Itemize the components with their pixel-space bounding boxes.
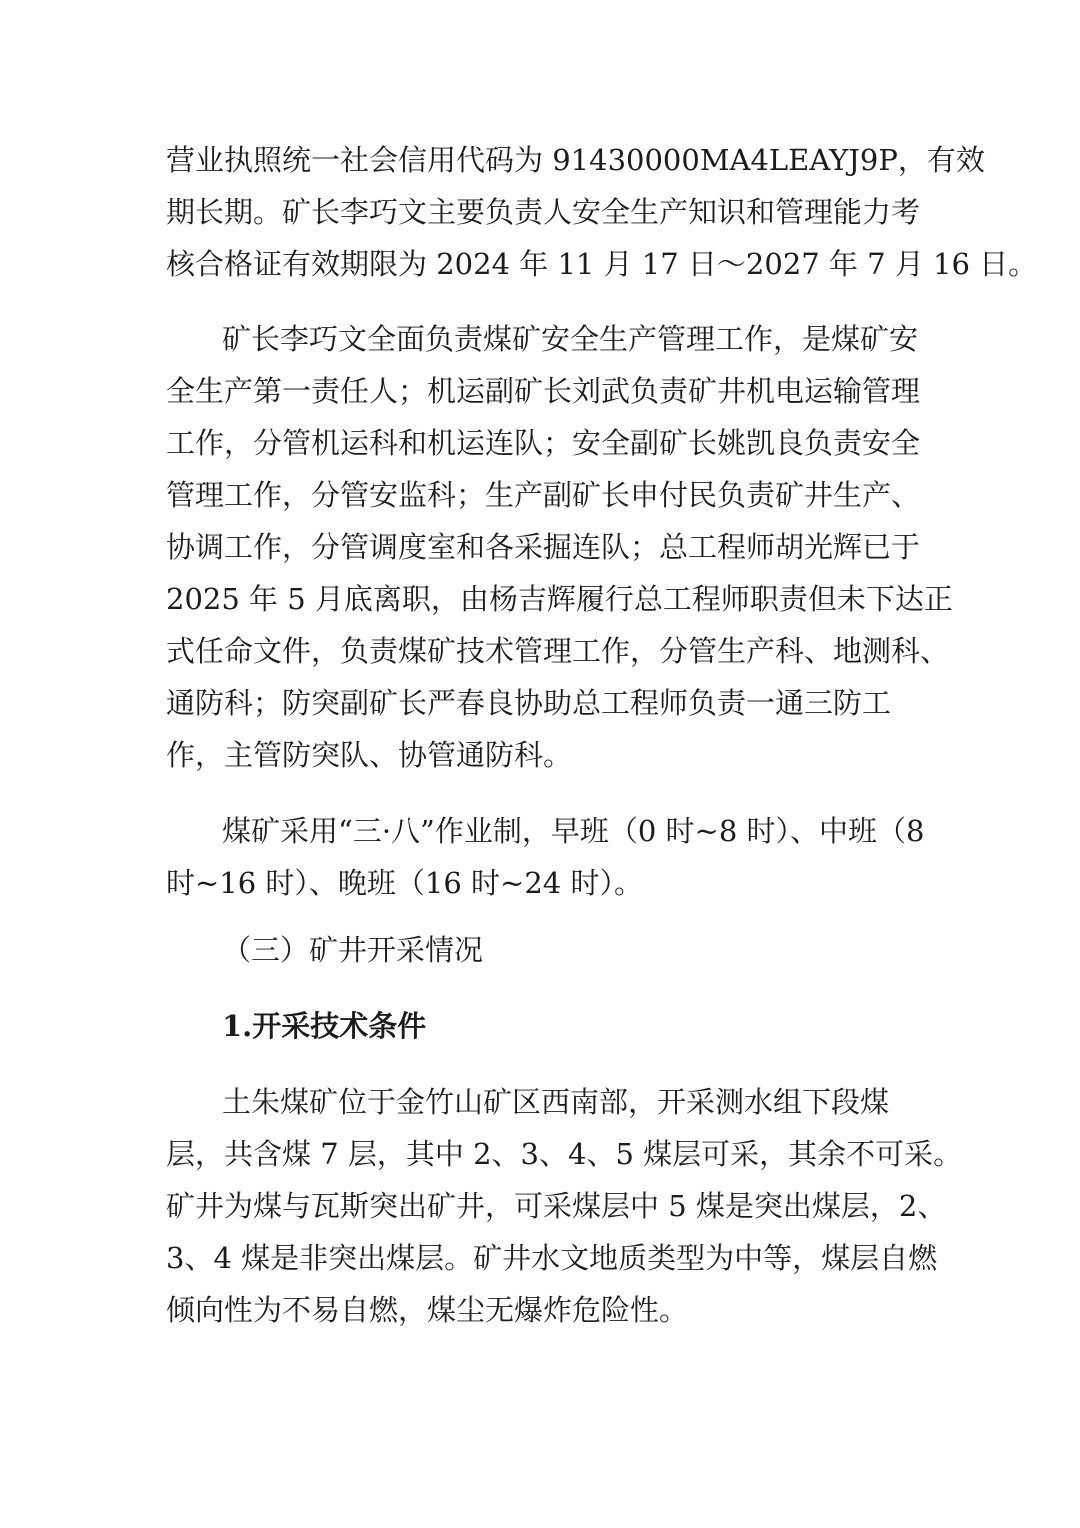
text-line: 3、4 煤是非突出煤层。矿井水文地质类型为中等，煤层自燃 — [166, 1241, 938, 1275]
text-line: 管理工作，分管安监科；生产副矿长申付民负责矿井生产、 — [166, 478, 921, 512]
text-line: 全生产第一责任人；机运副矿长刘武负责矿井机电运输管理 — [166, 374, 921, 408]
text-line: 层，共含煤 7 层，其中 2、3、4、5 煤层可采，其余不可采。 — [166, 1137, 963, 1171]
text-line: 期长期。矿长李巧文主要负责人安全生产知识和管理能力考 — [166, 195, 921, 229]
text-line: 时~16 时）、晚班（16 时~24 时）。 — [166, 866, 643, 900]
text-line: 核合格证有效期限为 2024 年 11 月 17 日～2027 年 7 月 16 日。 — [166, 247, 1038, 281]
text-line: 煤矿采用“三·八”作业制，早班（0 时~8 时）、中班（8 — [222, 814, 925, 848]
text-line: 协调工作，分管调度室和各采掘连队；总工程师胡光辉已于 — [166, 530, 921, 564]
text-line: 倾向性为不易自燃，煤尘无爆炸危险性。 — [166, 1293, 689, 1327]
text-line: 营业执照统一社会信用代码为 91430000MA4LEAYJ9P，有效 — [166, 143, 985, 177]
text-line: 工作，分管机运科和机运连队；安全副矿长姚凯良负责安全 — [166, 426, 921, 460]
text-line: 式任命文件，负责煤矿技术管理工作，分管生产科、地测科、 — [166, 634, 950, 668]
section-heading: （三）矿井开采情况 — [222, 933, 484, 967]
text-line: 矿井为煤与瓦斯突出矿井，可采煤层中 5 煤是突出煤层，2、 — [166, 1189, 947, 1223]
text-line: 通防科；防突副矿长严春良协助总工程师负责一通三防工 — [166, 686, 892, 720]
text-line: 土朱煤矿位于金竹山矿区西南部，开采测水组下段煤 — [222, 1085, 890, 1119]
subsection-heading: 1.开采技术条件 — [222, 1009, 427, 1043]
text-line: 2025 年 5 月底离职，由杨吉辉履行总工程师职责但未下达正 — [166, 582, 953, 616]
text-line: 矿长李巧文全面负责煤矿安全生产管理工作，是煤矿安 — [222, 322, 919, 356]
text-line: 作，主管防突队、协管通防科。 — [166, 738, 573, 772]
